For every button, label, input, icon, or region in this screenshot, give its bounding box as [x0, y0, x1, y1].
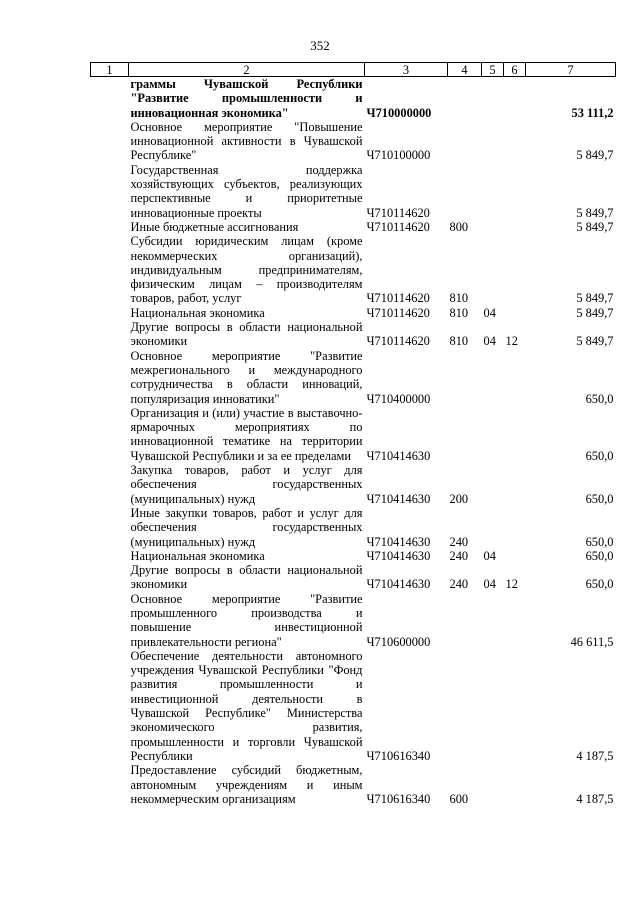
- section-code: 04: [483, 305, 496, 320]
- item-name: Другие вопросы в области национальной экономики: [130, 320, 363, 349]
- target-code: Ч710114620: [366, 305, 430, 320]
- row-spacer-cell: [91, 592, 129, 649]
- target-code: Ч710414630: [366, 448, 431, 463]
- subsection-code: [504, 163, 526, 220]
- target-code: Ч710616340: [366, 791, 431, 806]
- page-number: 352: [310, 38, 330, 53]
- row-spacer-cell: [91, 349, 129, 406]
- table-row: [91, 306, 616, 320]
- column-number: 6: [504, 63, 526, 77]
- item-name: Другие вопросы в области национальной экономики: [130, 563, 363, 592]
- row-spacer-cell: [91, 320, 129, 349]
- column-number: 1: [91, 63, 129, 77]
- target-code: Ч710414630: [366, 548, 431, 563]
- row-spacer-cell: [91, 763, 129, 806]
- subsection-code: [504, 234, 526, 305]
- amount: 650,0: [585, 534, 614, 549]
- amount: 650,0: [585, 548, 614, 563]
- item-name: Основное мероприятие "Повышение инновационной активности в Чувашской Республике": [130, 119, 363, 163]
- target-code: Ч710600000: [366, 634, 431, 649]
- section-code: 04: [483, 334, 496, 349]
- item-name: Государственная поддержка хозяйствующих субъектов, реализующих перспективные и приоритетные инновационные проекты: [130, 162, 363, 220]
- expense-group: [448, 592, 482, 649]
- row-spacer-cell: [91, 220, 129, 234]
- expense-group: 240: [449, 548, 469, 563]
- expense-group: [448, 649, 482, 763]
- section-code: [482, 463, 504, 506]
- column-number: 7: [526, 63, 616, 77]
- table-row: [91, 549, 616, 563]
- table-row: [91, 592, 616, 649]
- table-row: [91, 320, 616, 349]
- subsection-code: [504, 406, 526, 463]
- expense-group: [448, 77, 482, 120]
- section-code: 04: [483, 548, 496, 563]
- amount: 650,0: [585, 448, 614, 463]
- row-spacer-cell: [91, 563, 129, 592]
- expense-group: [448, 163, 482, 220]
- item-name: Основное мероприятие "Развитие промышленного производства и повышение инвестиционной привлекательности региона": [130, 591, 363, 649]
- row-spacer-cell: [91, 77, 129, 120]
- subsection-code: 12: [505, 334, 518, 349]
- item-name: граммы Чувашской Республики "Развитие промышленности и инновационная экономика": [130, 77, 363, 120]
- item-name: Основное мероприятие "Развитие межрегионального и международного сотрудничества в области инноваций, популяризация инноватики": [130, 348, 363, 406]
- row-spacer-cell: [91, 549, 129, 563]
- amount: 650,0: [585, 491, 614, 506]
- table-row: [91, 763, 616, 806]
- row-spacer-cell: [91, 506, 129, 549]
- item-name: Иные бюджетные ассигнования: [130, 219, 299, 234]
- table-row: [91, 406, 616, 463]
- amount: 46 611,5: [570, 634, 614, 649]
- table-row: [91, 77, 616, 120]
- expense-group: [448, 120, 482, 163]
- section-code: [482, 406, 504, 463]
- section-code: [482, 77, 504, 120]
- column-number-row: [91, 63, 616, 77]
- target-code: Ч710114620: [366, 291, 430, 306]
- amount: 5 849,7: [576, 334, 614, 349]
- column-number: 2: [129, 63, 365, 77]
- expense-group: [448, 349, 482, 406]
- row-spacer-cell: [91, 406, 129, 463]
- item-name: Национальная экономика: [130, 305, 265, 320]
- item-name: Иные закупки товаров, работ и услуг для обеспечения государственных (муниципальных) нужд: [130, 505, 363, 549]
- amount: 4 187,5: [576, 748, 614, 763]
- amount: 4 187,5: [576, 791, 614, 806]
- amount: 5 849,7: [576, 305, 614, 320]
- table-row: [91, 463, 616, 506]
- table-row: [91, 649, 616, 763]
- subsection-code: [504, 463, 526, 506]
- amount: 53 111,2: [571, 105, 614, 120]
- amount: 5 849,7: [576, 205, 614, 220]
- expense-group: 200: [449, 491, 469, 506]
- section-code: [482, 506, 504, 549]
- subsection-code: [504, 763, 526, 806]
- item-name: Национальная экономика: [130, 548, 265, 563]
- row-spacer-cell: [91, 463, 129, 506]
- section-code: [482, 120, 504, 163]
- column-number: 5: [482, 63, 504, 77]
- section-code: [482, 649, 504, 763]
- target-code: Ч710114620: [366, 334, 430, 349]
- subsection-code: [504, 77, 526, 120]
- budget-table: [90, 62, 616, 806]
- table-row: [91, 163, 616, 220]
- subsection-code: [504, 592, 526, 649]
- target-code: Ч710414630: [366, 491, 431, 506]
- expense-group: 240: [449, 577, 469, 592]
- subsection-code: [504, 649, 526, 763]
- item-name: Предоставление субсидий бюджетным, автономным учреждениям и иным некоммерческим организациям: [130, 763, 363, 806]
- item-name: Закупка товаров, работ и услуг для обеспечения государственных (муниципальных) нужд: [130, 463, 363, 506]
- section-code: [482, 234, 504, 305]
- target-code: Ч710000000: [366, 105, 432, 120]
- target-code: Ч710414630: [366, 534, 431, 549]
- column-number: 3: [365, 63, 448, 77]
- row-spacer-cell: [91, 234, 129, 305]
- item-name: Обеспечение деятельности автономного учреждения Чувашской Республики "Фонд развития промышленности и инвестиционной деятельности в Чувашской Республике" Министерства экономического развития, промышленности и торговли Чувашской Республики: [130, 648, 363, 763]
- subsection-code: [504, 306, 526, 320]
- amount: 650,0: [585, 391, 614, 406]
- amount: 5 849,7: [576, 291, 614, 306]
- section-code: [482, 163, 504, 220]
- subsection-code: [504, 549, 526, 563]
- expense-group: 240: [449, 534, 469, 549]
- item-name: Субсидии юридическим лицам (кроме некоммерческих организаций), индивидуальным предпринимателям, физическим лицам – производителям товаров, работ, услуг: [130, 234, 363, 306]
- target-code: Ч710114620: [366, 219, 430, 234]
- expense-group: 600: [449, 791, 469, 806]
- target-code: Ч710114620: [366, 205, 430, 220]
- row-spacer-cell: [91, 649, 129, 763]
- target-code: Ч710100000: [366, 148, 431, 163]
- subsection-code: [504, 120, 526, 163]
- row-spacer-cell: [91, 120, 129, 163]
- expense-group: 810: [449, 291, 469, 306]
- table-row: [91, 234, 616, 305]
- column-number: 4: [448, 63, 482, 77]
- target-code: Ч710616340: [366, 748, 431, 763]
- table-row: [91, 563, 616, 592]
- expense-group: 810: [449, 305, 469, 320]
- row-spacer-cell: [91, 306, 129, 320]
- target-code: Ч710400000: [366, 391, 431, 406]
- target-code: Ч710414630: [366, 577, 431, 592]
- section-code: [482, 349, 504, 406]
- section-code: [482, 763, 504, 806]
- expense-group: [448, 406, 482, 463]
- table-row: [91, 220, 616, 234]
- subsection-code: [504, 506, 526, 549]
- amount: 5 849,7: [576, 148, 614, 163]
- expense-group: 800: [449, 219, 469, 234]
- row-spacer-cell: [91, 163, 129, 220]
- item-name: Организация и (или) участие в выставочно-ярмарочных мероприятиях по инновационной тематике на территории Чувашской Республики и за ее пределами: [130, 405, 363, 463]
- table-row: [91, 120, 616, 163]
- table-row: [91, 349, 616, 406]
- section-code: 04: [483, 577, 496, 592]
- section-code: [482, 220, 504, 234]
- subsection-code: 12: [505, 577, 518, 592]
- subsection-code: [504, 349, 526, 406]
- section-code: [482, 592, 504, 649]
- table-row: [91, 506, 616, 549]
- amount: 5 849,7: [576, 219, 614, 234]
- subsection-code: [504, 220, 526, 234]
- expense-group: 810: [449, 334, 469, 349]
- amount: 650,0: [585, 577, 614, 592]
